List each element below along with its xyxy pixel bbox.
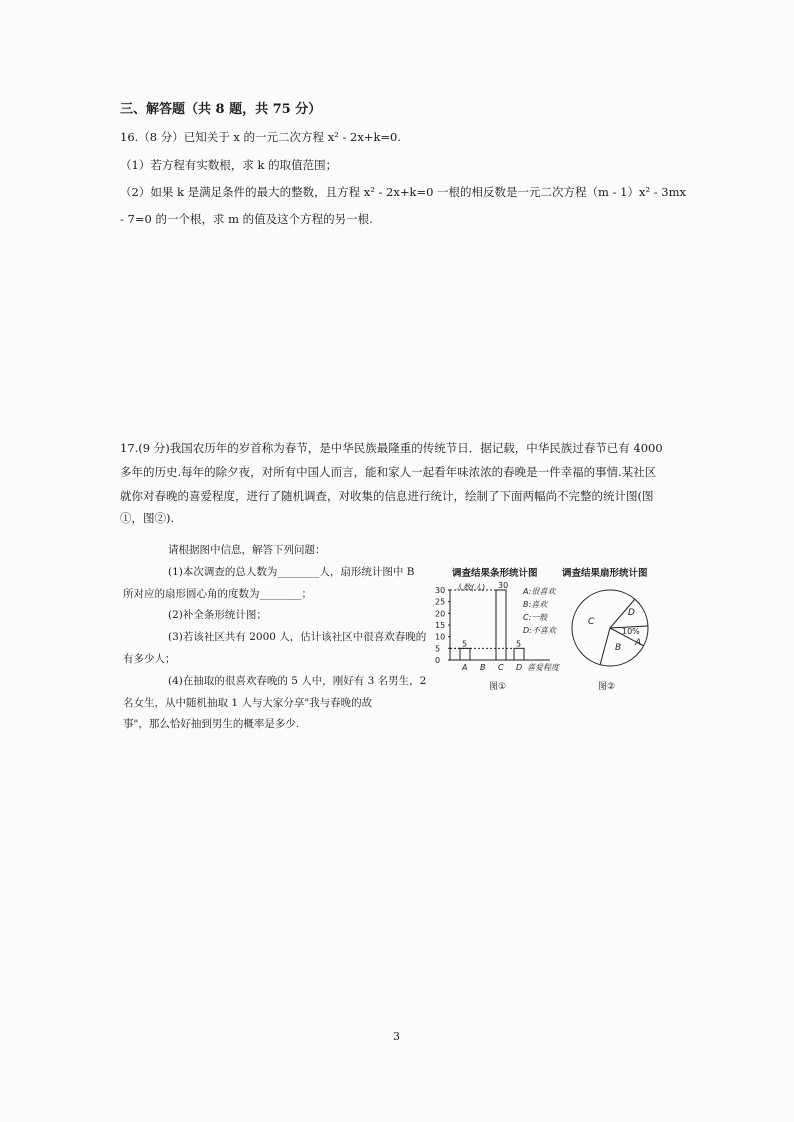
pie-label-d: D (628, 608, 635, 618)
bar-d (514, 648, 524, 660)
q16-stem: 16.（8 分）已知关于 x 的一元二次方程 x² - 2x+k=0. (120, 130, 402, 144)
q17-sub1-line1: (1)本次调查的总人数为________人，扇形统计图中 B (168, 566, 415, 578)
legend-c: C:一般 (523, 613, 548, 622)
bar-value-label: 5 (516, 639, 522, 649)
pie-divider-4 (600, 628, 610, 665)
q17-sub1-line2: 所对应的扇形圆心角的度数为________； (123, 588, 312, 600)
bar-chart-title: 调查结果条形统计图 (452, 568, 538, 579)
y-tick-label: 20 (435, 609, 446, 619)
bar-xlabel: 喜爱程度 (527, 663, 559, 672)
section-title: 三、解答题（共 8 题，共 75 分） (120, 102, 322, 117)
y-tick-label: 0 (435, 656, 441, 665)
y-ticks (435, 586, 450, 665)
q17-sub2: (2)补全条形统计图； (168, 609, 267, 621)
q17-line1: 17.(9 分)我国农历年的岁首称为春节，是中华民族最隆重的传统节日．据记载，中华民族过春节已有 4000 (120, 441, 663, 455)
bar-a (460, 648, 470, 660)
legend-a: A:很喜欢 (523, 587, 556, 596)
q17-sub4-line2: 名女生，从中随机抽取 1 人与大家分享"我与春晚的故 (123, 697, 373, 709)
y-tick-label: 30 (435, 586, 446, 595)
q17-line3: 就你对春晚的喜爱程度，进行了随机调查，对收集的信息进行统计，绘制了下面两幅尚不完整的统计图(图 (120, 489, 654, 503)
x-category-label: C (498, 663, 504, 672)
pie-caption: 图② (598, 682, 616, 692)
y-tick-label: 10 (435, 632, 446, 642)
q17-sub4-line3: 事"，那么恰好抽到男生的概率是多少. (123, 718, 300, 730)
bar-value-label: 30 (498, 581, 509, 590)
bar-value-label: 5 (462, 639, 468, 649)
q16-part2-line2: - 7=0 的一个根，求 m 的值及这个方程的另一根. (120, 212, 373, 226)
bar-caption: 图① (489, 682, 507, 692)
q16-part2-line1: （2）如果 k 是满足条件的最大的整数，且方程 x² - 2x+k=0 一根的相反数是一元二次方程（m - 1）x² - 3mx (120, 185, 686, 199)
legend-d: D:不喜欢 (523, 626, 556, 635)
pie-label-percent: 10% (622, 627, 640, 636)
q17-sub3-line2: 有多少人； (123, 653, 176, 665)
y-tick-label: 5 (435, 644, 441, 654)
pie-label-c: C (588, 617, 595, 627)
y-tick-label: 15 (435, 621, 446, 630)
q16-part1: （1）若方程有实数根，求 k 的取值范围； (120, 158, 338, 172)
q17-line2: 多年的历史.每年的除夕夜，对所有中国人而言，能和家人一起看年味浓浓的春晚是一件幸福的事情.某社区 (120, 465, 657, 479)
x-categories (461, 663, 522, 672)
legend-b: B:喜欢 (523, 600, 548, 609)
pie-label-a: A (635, 638, 642, 648)
x-category-label: B (480, 663, 486, 672)
bar-ylabel: 人数(人) (455, 583, 486, 592)
bars (450, 581, 524, 660)
x-category-label: A (462, 663, 468, 672)
pie-chart (568, 582, 663, 696)
bar-c (496, 590, 506, 660)
q17-sub4-line1: (4)在抽取的很喜欢春晚的 5 人中，刚好有 3 名男生，2 (168, 675, 427, 687)
page-number: 3 (393, 1030, 400, 1043)
q17-intro: 请根据图中信息，解答下列问题： (168, 544, 326, 556)
y-tick-label: 25 (435, 597, 446, 607)
pie-chart-title: 调查结果扇形统计图 (562, 568, 648, 579)
bar-chart (425, 578, 590, 696)
pie-label-b: B (615, 643, 622, 653)
x-category-label: D (516, 663, 523, 672)
q17-sub3-line1: (3)若该社区共有 2000 人，估计该社区中很喜欢春晚的 (168, 631, 427, 643)
q17-line4: ①，图②). (120, 511, 175, 525)
